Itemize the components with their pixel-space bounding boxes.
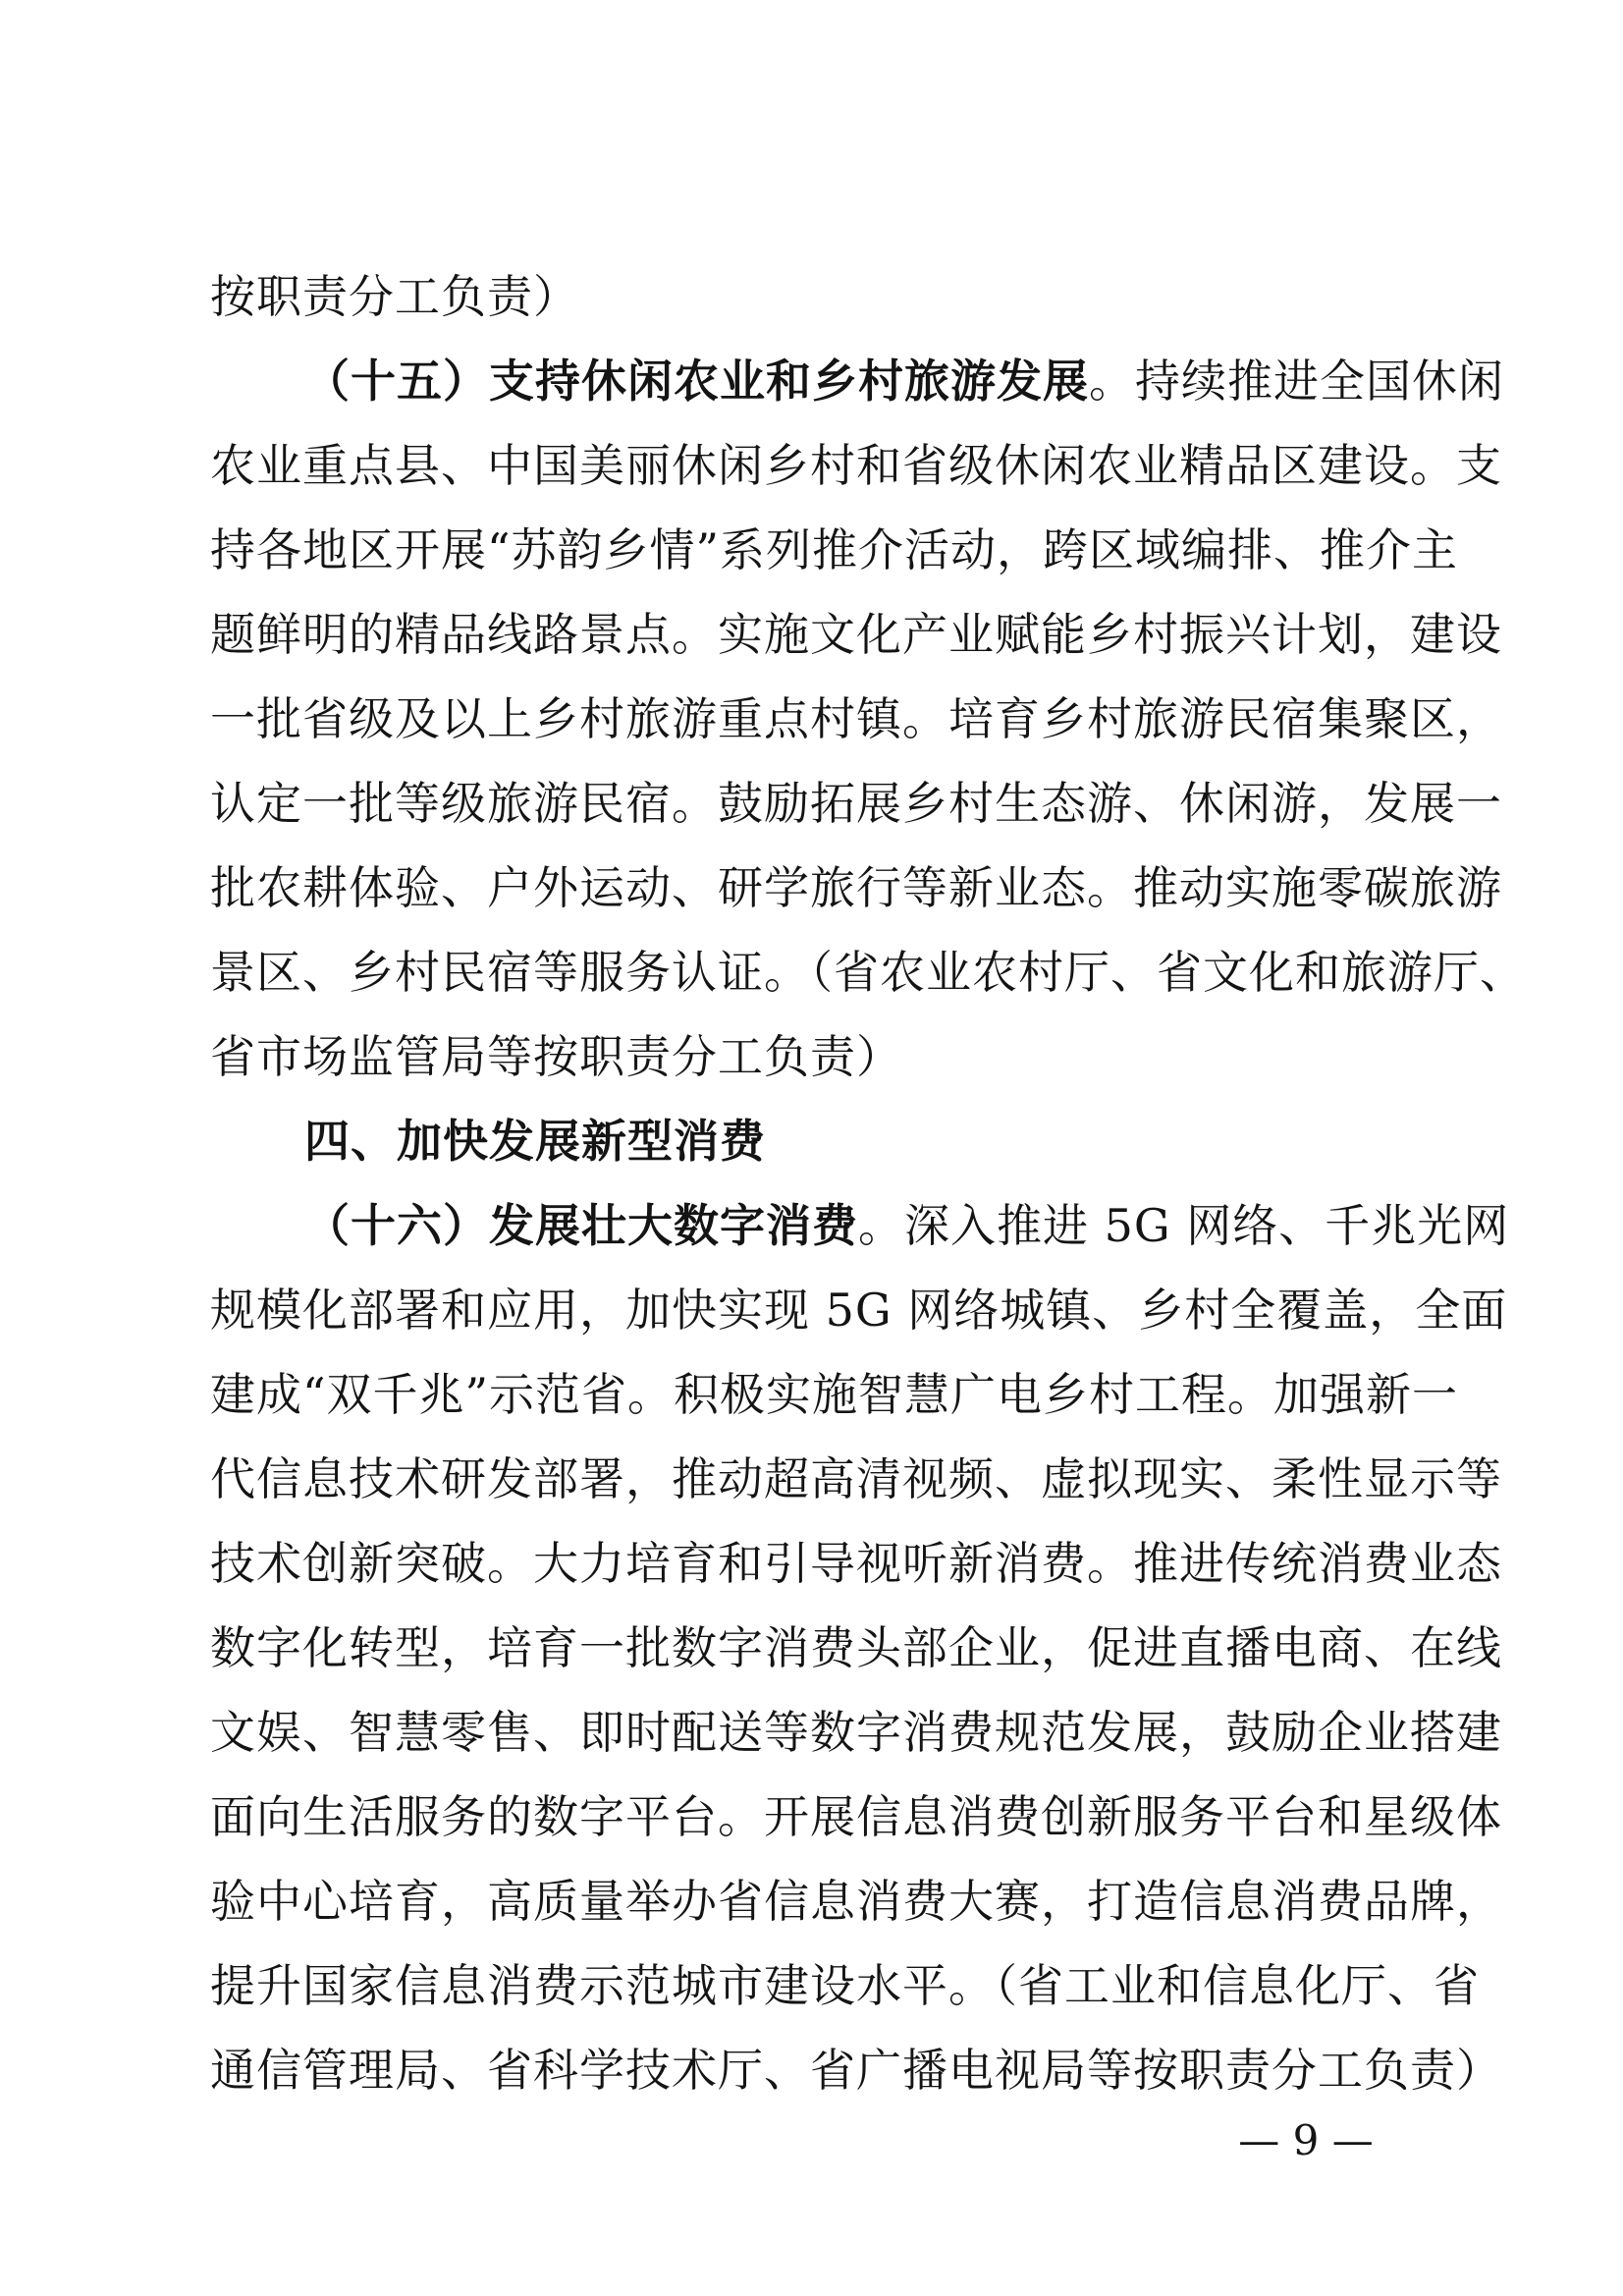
text-line: 景区、乡村民宿等服务认证。（省农业农村厅、省文化和旅游厅、 bbox=[210, 946, 1526, 999]
text-line: 提升国家信息消费示范城市建设水平。（省工业和信息化厅、省 bbox=[210, 1959, 1480, 2012]
paragraph-15-title: （十五）支持休闲农业和乡村旅游发展 bbox=[304, 355, 1089, 408]
page-number: — 9 — bbox=[1238, 2116, 1374, 2164]
paragraph-15-first-line bbox=[304, 342, 1504, 420]
text-line: 文娱、智慧零售、即时配送等数字消费规范发展，鼓励企业搭建 bbox=[210, 1706, 1502, 1759]
text-line: 通信管理局、省科学技术厅、省广播电视局等按职责分工负责） bbox=[210, 2044, 1502, 2097]
text-line: 题鲜明的精品线路景点。实施文化产业赋能乡村振兴计划，建设 bbox=[210, 608, 1502, 661]
text-line: 面向生活服务的数字平台。开展信息消费创新服务平台和星级体 bbox=[210, 1790, 1502, 1843]
text-line: 农业重点县、中国美丽休闲乡村和省级休闲农业精品区建设。支 bbox=[210, 439, 1502, 492]
paragraph-15-body-start: 。持续推进全国休闲 bbox=[1089, 355, 1504, 408]
paragraph-16-title: （十六）发展壮大数字消费 bbox=[304, 1199, 858, 1252]
text-line: 按职责分工负责） bbox=[210, 270, 579, 323]
text-line: 批农耕体验、户外运动、研学旅行等新业态。推动实施零碳旅游 bbox=[210, 861, 1502, 914]
text-line: 建成“双千兆”示范省。积极实施智慧广电乡村工程。加强新一 bbox=[210, 1368, 1459, 1421]
text-line: 认定一批等级旅游民宿。鼓励拓展乡村生态游、休闲游，发展一 bbox=[210, 777, 1502, 830]
paragraph-16-first-line bbox=[304, 1186, 1510, 1265]
text-line: 一批省级及以上乡村旅游重点村镇。培育乡村旅游民宿集聚区， bbox=[210, 692, 1502, 745]
text-line: 技术创新突破。大力培育和引导视听新消费。推进传统消费业态 bbox=[210, 1537, 1502, 1590]
text-line: 持各地区开展“苏韵乡情”系列推介活动，跨区域编排、推介主 bbox=[210, 523, 1459, 576]
text-line: 省市场监管局等按职责分工负责） bbox=[210, 1030, 902, 1083]
text-line: 规模化部署和应用，加快实现 5G 网络城镇、乡村全覆盖，全面 bbox=[210, 1284, 1508, 1337]
section-heading: 四、加快发展新型消费 bbox=[304, 1115, 766, 1168]
text-line: 验中心培育，高质量举办省信息消费大赛，打造信息消费品牌， bbox=[210, 1875, 1502, 1928]
text-line: 代信息技术研发部署，推动超高清视频、虚拟现实、柔性显示等 bbox=[210, 1452, 1502, 1505]
paragraph-16-body-start: 。深入推进 5G 网络、千兆光网 bbox=[858, 1199, 1510, 1252]
text-line: 数字化转型，培育一批数字消费头部企业，促进直播电商、在线 bbox=[210, 1621, 1502, 1674]
